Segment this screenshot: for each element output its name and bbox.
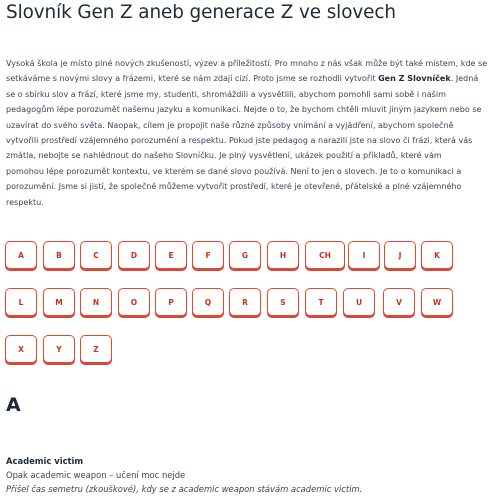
letter-button-w[interactable]: W	[421, 288, 453, 316]
intro-line	[6, 56, 494, 71]
term-definition: Opak academic weapon – učení moc nejde	[6, 470, 186, 480]
letter-button-z[interactable]: Z	[80, 335, 112, 363]
letter-button-d[interactable]: D	[118, 241, 150, 269]
letter-button-c[interactable]: C	[80, 241, 112, 269]
intro-text: pedagogům lépe porozumět našemu jazyku a komunikaci. Nejde o to, že bychom chtěli mluvit jiným jazykem nebo se	[6, 105, 482, 115]
intro-line	[6, 148, 494, 163]
letter-button-ch[interactable]: CH	[305, 241, 345, 269]
intro-line	[6, 179, 494, 194]
intro-text: vytvořili prostředí vzájemného porozumění a respektu. Pokud jste pedagog a narazili jste na slovo či frázi, která vás	[6, 136, 473, 146]
letter-button-k[interactable]: K	[421, 241, 453, 269]
letter-button-l[interactable]: L	[5, 288, 37, 316]
intro-text: uzavírat do svého světa. Naopak, cílem je propojit naše různé způsoby vnímání a vyjádření, abychom společně	[6, 120, 454, 130]
letter-button-b[interactable]: B	[43, 241, 75, 269]
intro-line	[6, 118, 494, 133]
letter-button-y[interactable]: Y	[43, 335, 75, 363]
letter-button-q[interactable]: Q	[192, 288, 224, 316]
intro-line	[6, 164, 494, 179]
letter-button-o[interactable]: O	[118, 288, 150, 316]
section-heading: A	[6, 394, 21, 416]
intro-text: se o sbírku slov a frází, které jsme my, studenti, shromáždili a vysvětlili, abychom pomohli sami sobě i našim	[6, 89, 446, 99]
letter-button-x[interactable]: X	[5, 335, 37, 363]
letter-button-f[interactable]: F	[192, 241, 224, 269]
intro-text: pomohou lépe porozumět kontextu, ve kterém se dané slovo používá. Není to jen o slovech. Je to o komunikaci a	[6, 166, 462, 176]
intro-text: Vysoká škola je místo plné nových zkušeností, výzev a příležitostí. Pro mnoho z nás však může být také místem, kde se	[6, 59, 488, 68]
intro-text: zmátla, nebojte se nahlédnout do našeho Slovníčku. Je plný vysvětlení, ukázek použití a příkladů, které vám	[6, 151, 442, 161]
letter-button-g[interactable]: G	[229, 241, 261, 269]
letter-button-u[interactable]: U	[343, 288, 375, 316]
intro-text: respektu.	[6, 197, 44, 207]
intro-text: setkáváme s novými slovy a frázemi, které se nám zdají cizí. Proto jsme se rozhodli vytvořit	[6, 74, 379, 84]
letter-button-e[interactable]: E	[155, 241, 187, 269]
intro-text: porozumění. Jsme si jistí, že společně můžeme vytvořit prostředí, které je otevřené, přátelské a plné vzájemného	[6, 182, 462, 192]
letter-button-h[interactable]: H	[267, 241, 299, 269]
intro-highlight: Gen Z Slovníček	[378, 74, 451, 84]
intro-line	[6, 87, 494, 102]
intro-line	[6, 102, 494, 117]
intro-line	[6, 133, 494, 148]
letter-button-t[interactable]: T	[305, 288, 337, 316]
letter-button-j[interactable]: J	[384, 241, 416, 269]
page-title: Slovník Gen Z aneb generace Z ve slovech	[6, 2, 396, 23]
letter-button-a[interactable]: A	[5, 241, 37, 269]
term-example: Přišel čas semetru (zkouškové), kdy se z academic weapon stávám academic victim.	[6, 484, 363, 494]
term-title: Academic victim	[6, 456, 84, 466]
intro-line	[6, 195, 494, 210]
letter-button-n[interactable]: N	[80, 288, 112, 316]
letter-button-s[interactable]: S	[267, 288, 299, 316]
letter-button-v[interactable]: V	[383, 288, 415, 316]
intro-line	[6, 71, 494, 86]
letter-button-m[interactable]: M	[43, 288, 75, 316]
term-entry	[6, 454, 362, 496]
letter-button-r[interactable]: R	[229, 288, 261, 316]
letter-button-p[interactable]: P	[155, 288, 187, 316]
intro-text: . Jedná	[450, 74, 479, 84]
letter-button-i[interactable]: I	[348, 241, 380, 269]
intro-paragraph	[6, 56, 494, 210]
